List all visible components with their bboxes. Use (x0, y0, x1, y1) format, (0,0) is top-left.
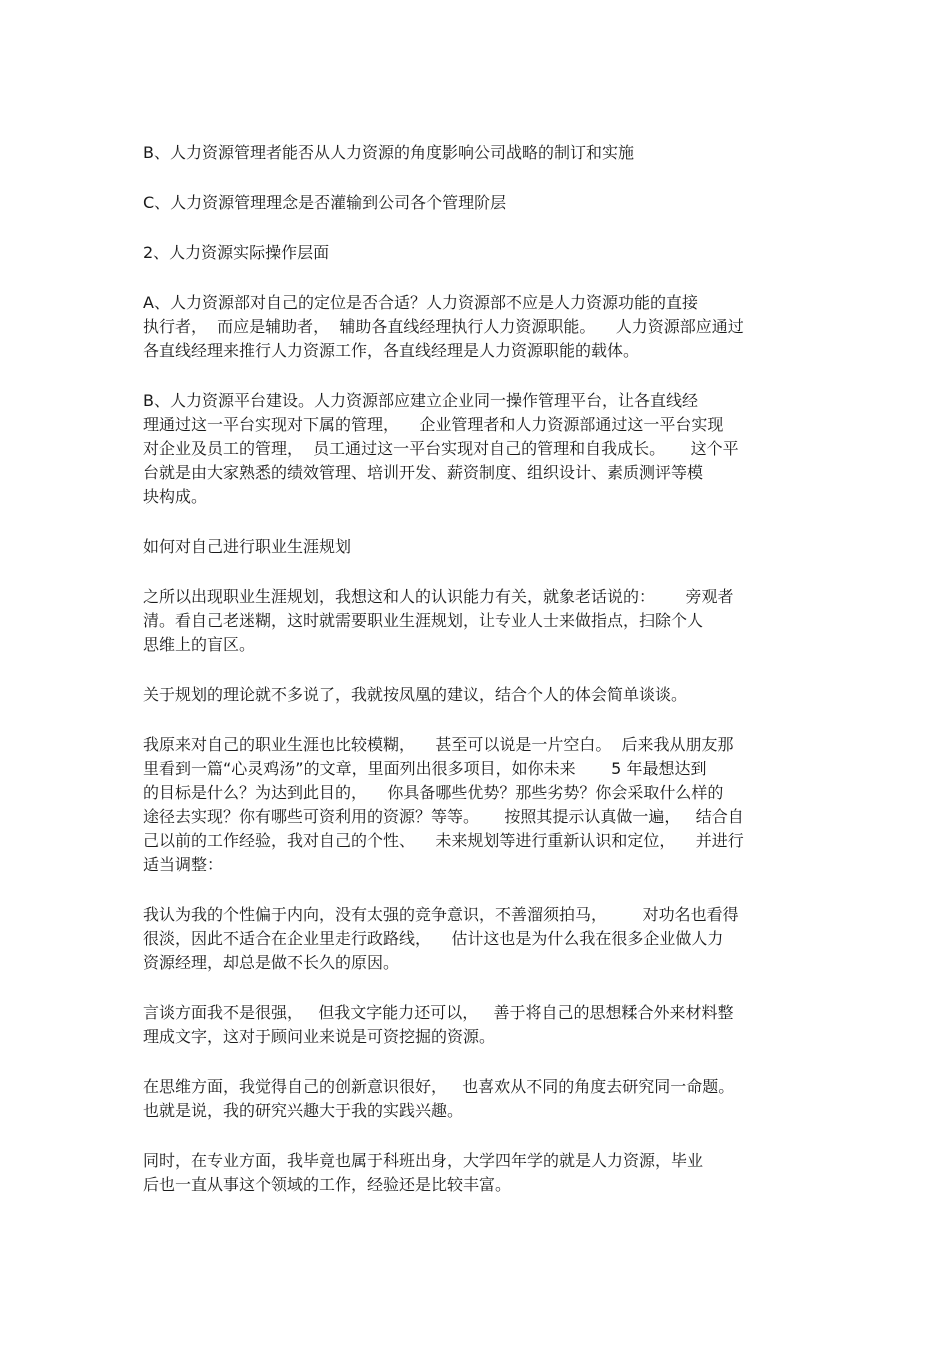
text-line: 里看到一篇“心灵鸡汤”的文章，里面列出很多项目，如你未来 5 年最想达到 (143, 759, 707, 778)
text-line: 思维上的盲区。 (143, 635, 256, 654)
text-line: 的目标是什么？为达到此目的， 你具备哪些优势？那些劣势？你会采取什么样的 (143, 783, 724, 802)
text-line: 资源经理，却总是做不长久的原因。 (143, 953, 400, 972)
paragraph (143, 191, 808, 215)
text-line: 适当调整： (143, 855, 224, 874)
text-line: 台就是由大家熟悉的绩效管理、培训开发、薪资制度、组织设计、素质测评等模 (143, 463, 704, 482)
text-line: 途径去实现？你有哪些可资利用的资源？等等。 按照其提示认真做一遍， 结合自 (143, 807, 744, 826)
text-line: 关于规划的理论就不多说了，我就按凤凰的建议，结合个人的体会简单谈谈。 (143, 685, 688, 704)
text-line: 执行者， 而应是辅助者， 辅助各直线经理执行人力资源职能。 人力资源部应通过 (143, 317, 744, 336)
document-body (143, 141, 808, 1223)
paragraph (143, 585, 808, 657)
text-line: 2、人力资源实际操作层面 (143, 243, 330, 262)
text-line: B、人力资源平台建设。人力资源部应建立企业同一操作管理平台，让各直线经 (143, 391, 698, 410)
section-heading (143, 535, 808, 559)
text-line: 很淡，因此不适合在企业里走行政路线， 估计这也是为什么我在很多企业做人力 (143, 929, 724, 948)
paragraph (143, 141, 808, 165)
text-line: C、人力资源管理理念是否灌输到公司各个管理阶层 (143, 193, 507, 212)
text-line: 块构成。 (143, 487, 208, 506)
paragraph (143, 291, 808, 363)
text-line: 言谈方面我不是很强， 但我文字能力还可以， 善于将自己的思想糅合外来材料整 (143, 1003, 734, 1022)
text-line: 也就是说，我的研究兴趣大于我的实践兴趣。 (143, 1101, 464, 1120)
paragraph (143, 1075, 808, 1123)
text-line: 在思维方面，我觉得自己的创新意识很好， 也喜欢从不同的角度去研究同一命题。 (143, 1077, 735, 1096)
text-line: 我认为我的个性偏于内向，没有太强的竞争意识，不善溜须拍马， 对功名也看得 (143, 905, 739, 924)
paragraph (143, 1001, 808, 1049)
text-line: A、人力资源部对自己的定位是否合适？人力资源部不应是人力资源功能的直接 (143, 293, 698, 312)
text-line: 清。看自己老迷糊，这时就需要职业生涯规划，让专业人士来做指点，扫除个人 (143, 611, 704, 630)
text-line: 之所以出现职业生涯规划，我想这和人的认识能力有关，就象老话说的： 旁观者 (143, 587, 734, 606)
text-line: 各直线经理来推行人力资源工作，各直线经理是人力资源职能的载体。 (143, 341, 640, 360)
paragraph (143, 389, 808, 509)
paragraph (143, 903, 808, 975)
text-line: 理通过这一平台实现对下属的管理， 企业管理者和人力资源部通过这一平台实现 (143, 415, 724, 434)
paragraph (143, 683, 808, 707)
text-line: 我原来对自己的职业生涯也比较模糊， 甚至可以说是一片空白。 后来我从朋友那 (143, 735, 734, 754)
text-line: 对企业及员工的管理， 员工通过这一平台实现对自己的管理和自我成长。 这个平 (143, 439, 739, 458)
text-line: 理成文字，这对于顾问业来说是可资挖掘的资源。 (143, 1027, 496, 1046)
text-line: B、人力资源管理者能否从人力资源的角度影响公司战略的制订和实施 (143, 143, 634, 162)
section-heading (143, 241, 808, 265)
text-line: 后也一直从事这个领域的工作，经验还是比较丰富。 (143, 1175, 512, 1194)
text-line: 同时，在专业方面，我毕竟也属于科班出身，大学四年学的就是人力资源，毕业 (143, 1151, 704, 1170)
paragraph (143, 1149, 808, 1197)
text-line: 己以前的工作经验，我对自己的个性、 未来规划等进行重新认识和定位， 并进行 (143, 831, 744, 850)
paragraph (143, 733, 808, 877)
text-line: 如何对自己进行职业生涯规划 (143, 537, 352, 556)
